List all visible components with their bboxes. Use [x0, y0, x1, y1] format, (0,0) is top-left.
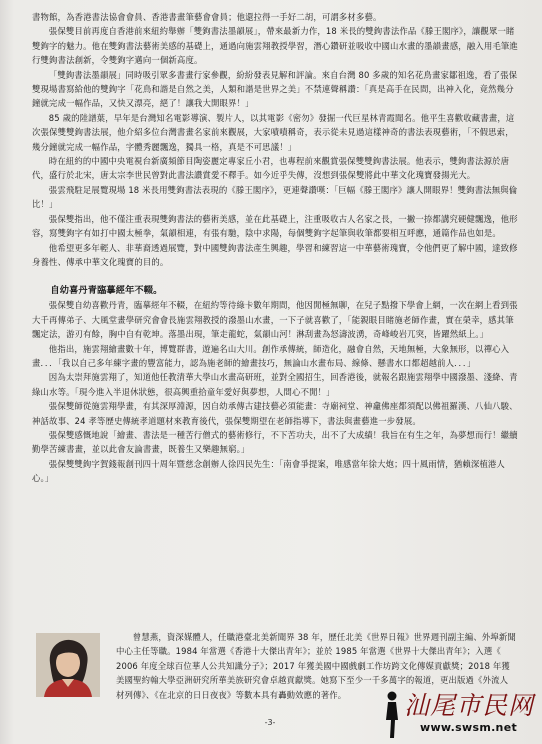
section-paragraph-4: 張保雙師從施雲翔學畫，有其深厚淵源，因自幼承傳古建技藝必須能畫：寺廟祠堂、神龕佛座都須配以佛祖羅漢、八仙八駿、神話故事、24 孝等歷史傳統孝道題材來教育後代，張保雙期望在老師指導下，書法與畫藝進一步發展。 [32, 401, 518, 426]
walking-figure-icon [380, 690, 402, 740]
paragraph-1: 書物館，為香港書法協會會員、香港書畫筆藝會會員；他還拉得一手好二胡，可謂多材多藝。 [32, 12, 382, 22]
section-paragraph-5: 張保雙感慨地說「繪畫、書法是一種苦行僧式的藝術修行，不下苦功夫，出不了大成績！我旨在有生之年，為夢想而行！繼續勤學苦練書畫，並以此會友論書畫，既養生又樂趣無窮。」 [32, 429, 518, 455]
site-watermark [380, 690, 536, 740]
section-paragraph-6: 張保雙雙鉤字賀錢報創刊四十周年暨慈念創辦人徐四民先生：「南會爭提案，唯感當年徐大炮；四十風雨情，猶賴深植港人心。」 [32, 458, 505, 484]
paragraph-2: 張保雙目前再度自香港前來紐約舉辦「雙鉤書法墨韻展」，帶來最新力作，18 米長的雙鉤書法作品《滕王閣序》，讓觀眾一睹雙鉤字的魅力。他在雙鉤書法藝術美感的基礎上，通過向施雲翔教授學習，潛心鑽研並吸收中國山水畫的墨韻畫感，融入用毛筆進行雙鉤書法創新，令雙鉤字邁向一個新高度。 [32, 26, 518, 66]
author-portrait-image [36, 633, 100, 697]
author-photo [36, 633, 100, 697]
section-gap [32, 269, 518, 283]
paragraph-7: 張保雙指出，他不僅注重表現雙鉤書法的藝術美感，並在此基礎上，注重吸收古人名家之長，一撇一捺都講究硬健飄逸，他形容，寫雙鉤字有如打中國太極拳，氣韻相連，有張有馳，陰中求陽，每個雙鉤字起筆與收筆都要相互呼應，通篇作品也如是。 [32, 213, 518, 239]
paragraph-8: 他希望更多年輕人、非華裔透過展覽，對中國雙鉤書法產生興趣，學習和練習這一中華藝術瑰寶，令他們更了解中國，達致修身養性、傳承中華文化瑰寶的目的。 [32, 242, 518, 267]
paragraph-6: 張雲飛駐足展覽現場 18 米長用雙鉤書法表現的《滕王閣序》，更連聲讚嘆：「巨幅《滕王閣序》讓人開眼界！雙鉤書法無與倫比！」 [32, 184, 518, 210]
section-heading: 自幼喜丹青臨摹經年不輟。 [50, 285, 163, 297]
paragraph-5: 時在紐約的中國中央電視台新廣頻節目陶姿麗定專家丘小君，也專程前來觀賞張保雙雙鉤書法展。他表示，雙鉤書法源於唐代，盛行於北宋，唐太宗李世民曾對此書法讚賞愛不釋手。如今近乎失傳，沒想到張保雙將此中華文化瑰寶發揚光大。 [32, 156, 510, 181]
watermark-url: www.swsm.net [420, 721, 518, 734]
bio-text: 曾慧燕，資深媒體人，任職港臺北美新聞界 38 年，歷任北美《世界日報》世界週刊副主編、外埠新聞中心主任等職。1984 年當選《香港十大傑出青年》；並於 1985 年當選《世界十大傑出青年》；入選《 2006 年度全球百位華人公共知識分子》；2017 年獲美國中國戲劇工作坊跨文化傳媒貢獻獎；2018 年獲美國聖約翰大學亞洲研究所華美族研究會卓越貢獻獎。她寫下至少一千多萬字的報道，更出版過《外流人材列傳》、《在北京的日日夜夜》等數本具有轟動效應的著作。 [116, 632, 516, 700]
article-body [32, 10, 518, 486]
page-number: -3- [264, 718, 276, 727]
paragraph-4: 85 歲的陸譜葉，早年是台灣知名電影導演、製片人，以其電影《密勿》發掘一代巨星林青霞聞名。他平生喜歡收藏書畫，這次張保雙雙鉤書法展，他介紹多位台灣書畫名家前來觀展，大家嘖嘖稱奇，表示從未見過這樣神奇的書法表現藝術，「不假思索，幾分鐘就完成一幅作品，字體秀麗飄逸，獨具一格，真是不可思議！」 [32, 112, 515, 152]
paragraph-3: 「雙鉤書法墨韻展」同時吸引眾多書畫行家參觀，紛紛發表見解和評論。來自台灣 80 多歲的知名花鳥畫家鄒祖逸，看了張保雙現場書寫給他的雙鉤字「花鳥和諧是自然之美，人類和諧是世界之美」不禁連聲稱讚：「真是高手在民間，出神入化，竟然幾分鐘就完成一幅作品，又快又漂亮，絕了！讓我大開眼界！」 [32, 69, 518, 109]
section-paragraph-3: 因為太崇拜施雲翔了，知道他任教清華大學山水畫高研班，並對全國招生，回香港後，就報名跟施雲翔學中國潑墨、淺絳、青綠山水等。「現今進入半退休狀態，很高興重拾童年愛好與夢想，人間心不閒！」 [32, 372, 518, 397]
watermark-title: 汕尾市民网 [404, 691, 535, 720]
section-paragraph-1: 張保雙自幼喜歡丹青，臨摹經年不輟，在紐約等待綠卡數年期間，他因閒極無聊，在兒子點撥下學會上網，一次在網上看到張大千再傳弟子、大風堂畫學研究會會長施雲翔教授的潑墨山水畫，一下子就喜歡了，「能親眼目睹施老師作畫，實在榮幸，感其筆飄定法，游刃有餘，胸中自有乾坤。落墨出現，筆走龍蛇，氣韻山河！淋刮畫為怒濤波湧，奇峰峻岩兀突，皆躍然紙上。」 [32, 300, 518, 340]
section-paragraph-2: 他指出，施雲翔繪畫數十年，博覽群書，遊遍名山大川。創作承傳統，師造化，融會自然，天地無極，大象無形，以禪心入畫．．．「我以自己多年練字畫的豐富能力，認為施老師的繪畫技巧，無論山水畫布局、線條、懸書水口都超越前人．．．」 [32, 343, 510, 368]
